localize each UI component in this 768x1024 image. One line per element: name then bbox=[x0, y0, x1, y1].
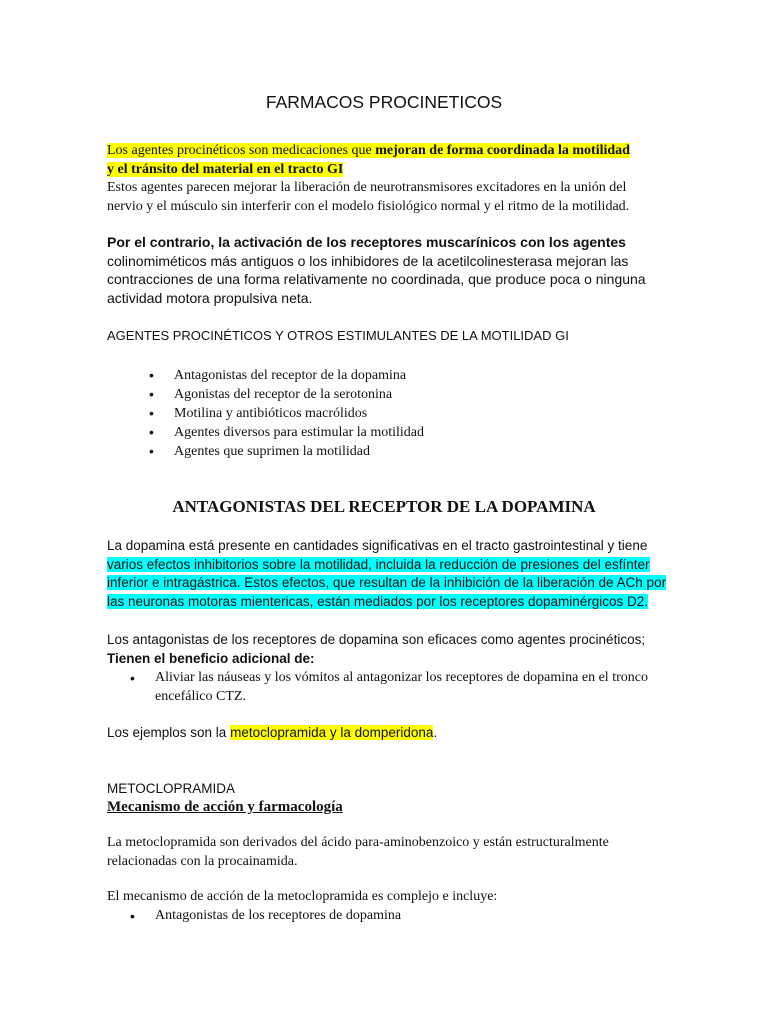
dopamine-paragraph-2: Los antagonistas de los receptores de dopamina son eficaces como agentes procinéticos; bbox=[107, 632, 646, 647]
examples-paragraph bbox=[107, 724, 667, 743]
metoclopramida-heading: METOCLOPRAMIDA bbox=[107, 781, 236, 796]
metoclopramida-paragraph-2: El mecanismo de acción de la metoclopramida es complejo e incluye: bbox=[107, 889, 498, 904]
agents-list bbox=[149, 366, 424, 461]
intro-paragraph-1 bbox=[107, 142, 637, 179]
intro-p3-lead: Por el contrario, la activación de los receptores muscarínicos con los agentes bbox=[107, 234, 626, 250]
examples-text: Los ejemplos son la bbox=[107, 725, 231, 740]
dopamine-paragraph-3: Tienen el beneficio adicional de: bbox=[107, 651, 315, 666]
intro-paragraph-2: Estos agentes parecen mejorar la liberación de neurotransmisores excitadores en la unión del nervio y el músculo sin interferir con el modelo fisiológico normal y el ritmo de la motilidad. bbox=[107, 180, 630, 214]
agents-list-item: • Antagonistas del receptor de la dopamina bbox=[149, 366, 424, 385]
metoclopramida-paragraph-1: La metoclopramida son derivados del ácido para-aminobenzoico y están estructuralmente relacionadas con la procainamida. bbox=[107, 835, 609, 869]
examples-end: . bbox=[433, 725, 438, 740]
metoclopramida-list bbox=[130, 907, 650, 926]
examples-highlight: metoclopramida y la domperidona bbox=[230, 725, 434, 740]
intro-bold-highlight: mejoran de forma coordinada la motilidad y el tránsito del material en el tracto GI bbox=[107, 143, 630, 177]
metoclopramida-list-item: • Antagonistas de los receptores de dopamina bbox=[130, 907, 650, 926]
intro-paragraph-3 bbox=[107, 233, 647, 307]
dopamine-text: La dopamina está presente en cantidades significativas en el tracto gastrointestinal y tiene bbox=[107, 538, 648, 553]
agents-heading: AGENTES PROCINÉTICOS Y OTROS ESTIMULANTES DE LA MOTILIDAD GI bbox=[107, 328, 569, 343]
mechanism-subheading: Mecanismo de acción y farmacología bbox=[107, 799, 343, 815]
section-title: ANTAGONISTAS DEL RECEPTOR DE LA DOPAMINA bbox=[172, 497, 596, 516]
intro-text: Los agentes procinéticos son medicaciones que bbox=[107, 143, 376, 158]
intro-p3-rest: colinomiméticos más antiguos o los inhibidores de la acetilcolinesterasa mejoran las contracciones de una forma relativamente no coordinada, que produce poca o ninguna actividad motora propulsiva neta. bbox=[107, 252, 646, 306]
dopamine-benefit-list bbox=[130, 669, 650, 706]
agents-list-item: • Motilina y antibióticos macrólidos bbox=[149, 404, 424, 423]
agents-list-item: • Agentes diversos para estimular la motilidad bbox=[149, 423, 424, 442]
page-title: FARMACOS PROCINETICOS bbox=[265, 92, 503, 112]
agents-list-item: • Agonistas del receptor de la serotonina bbox=[149, 385, 424, 404]
dopamine-highlight: varios efectos inhibitorios sobre la motilidad, incluida la reducción de presiones del esfínter inferior e intragástrica. Estos efectos, que resultan de la inhibición de la liberación de ACh por las neuronas motoras mientericas, están mediados por los receptores dopaminérgicos D2. bbox=[107, 556, 667, 609]
dopamine-paragraph-1 bbox=[107, 537, 667, 611]
agents-list-item: • Agentes que suprimen la motilidad bbox=[149, 442, 424, 461]
dopamine-benefit-item: • Aliviar las náuseas y los vómitos al antagonizar los receptores de dopamina en el tronco encefálico CTZ. bbox=[130, 669, 650, 706]
